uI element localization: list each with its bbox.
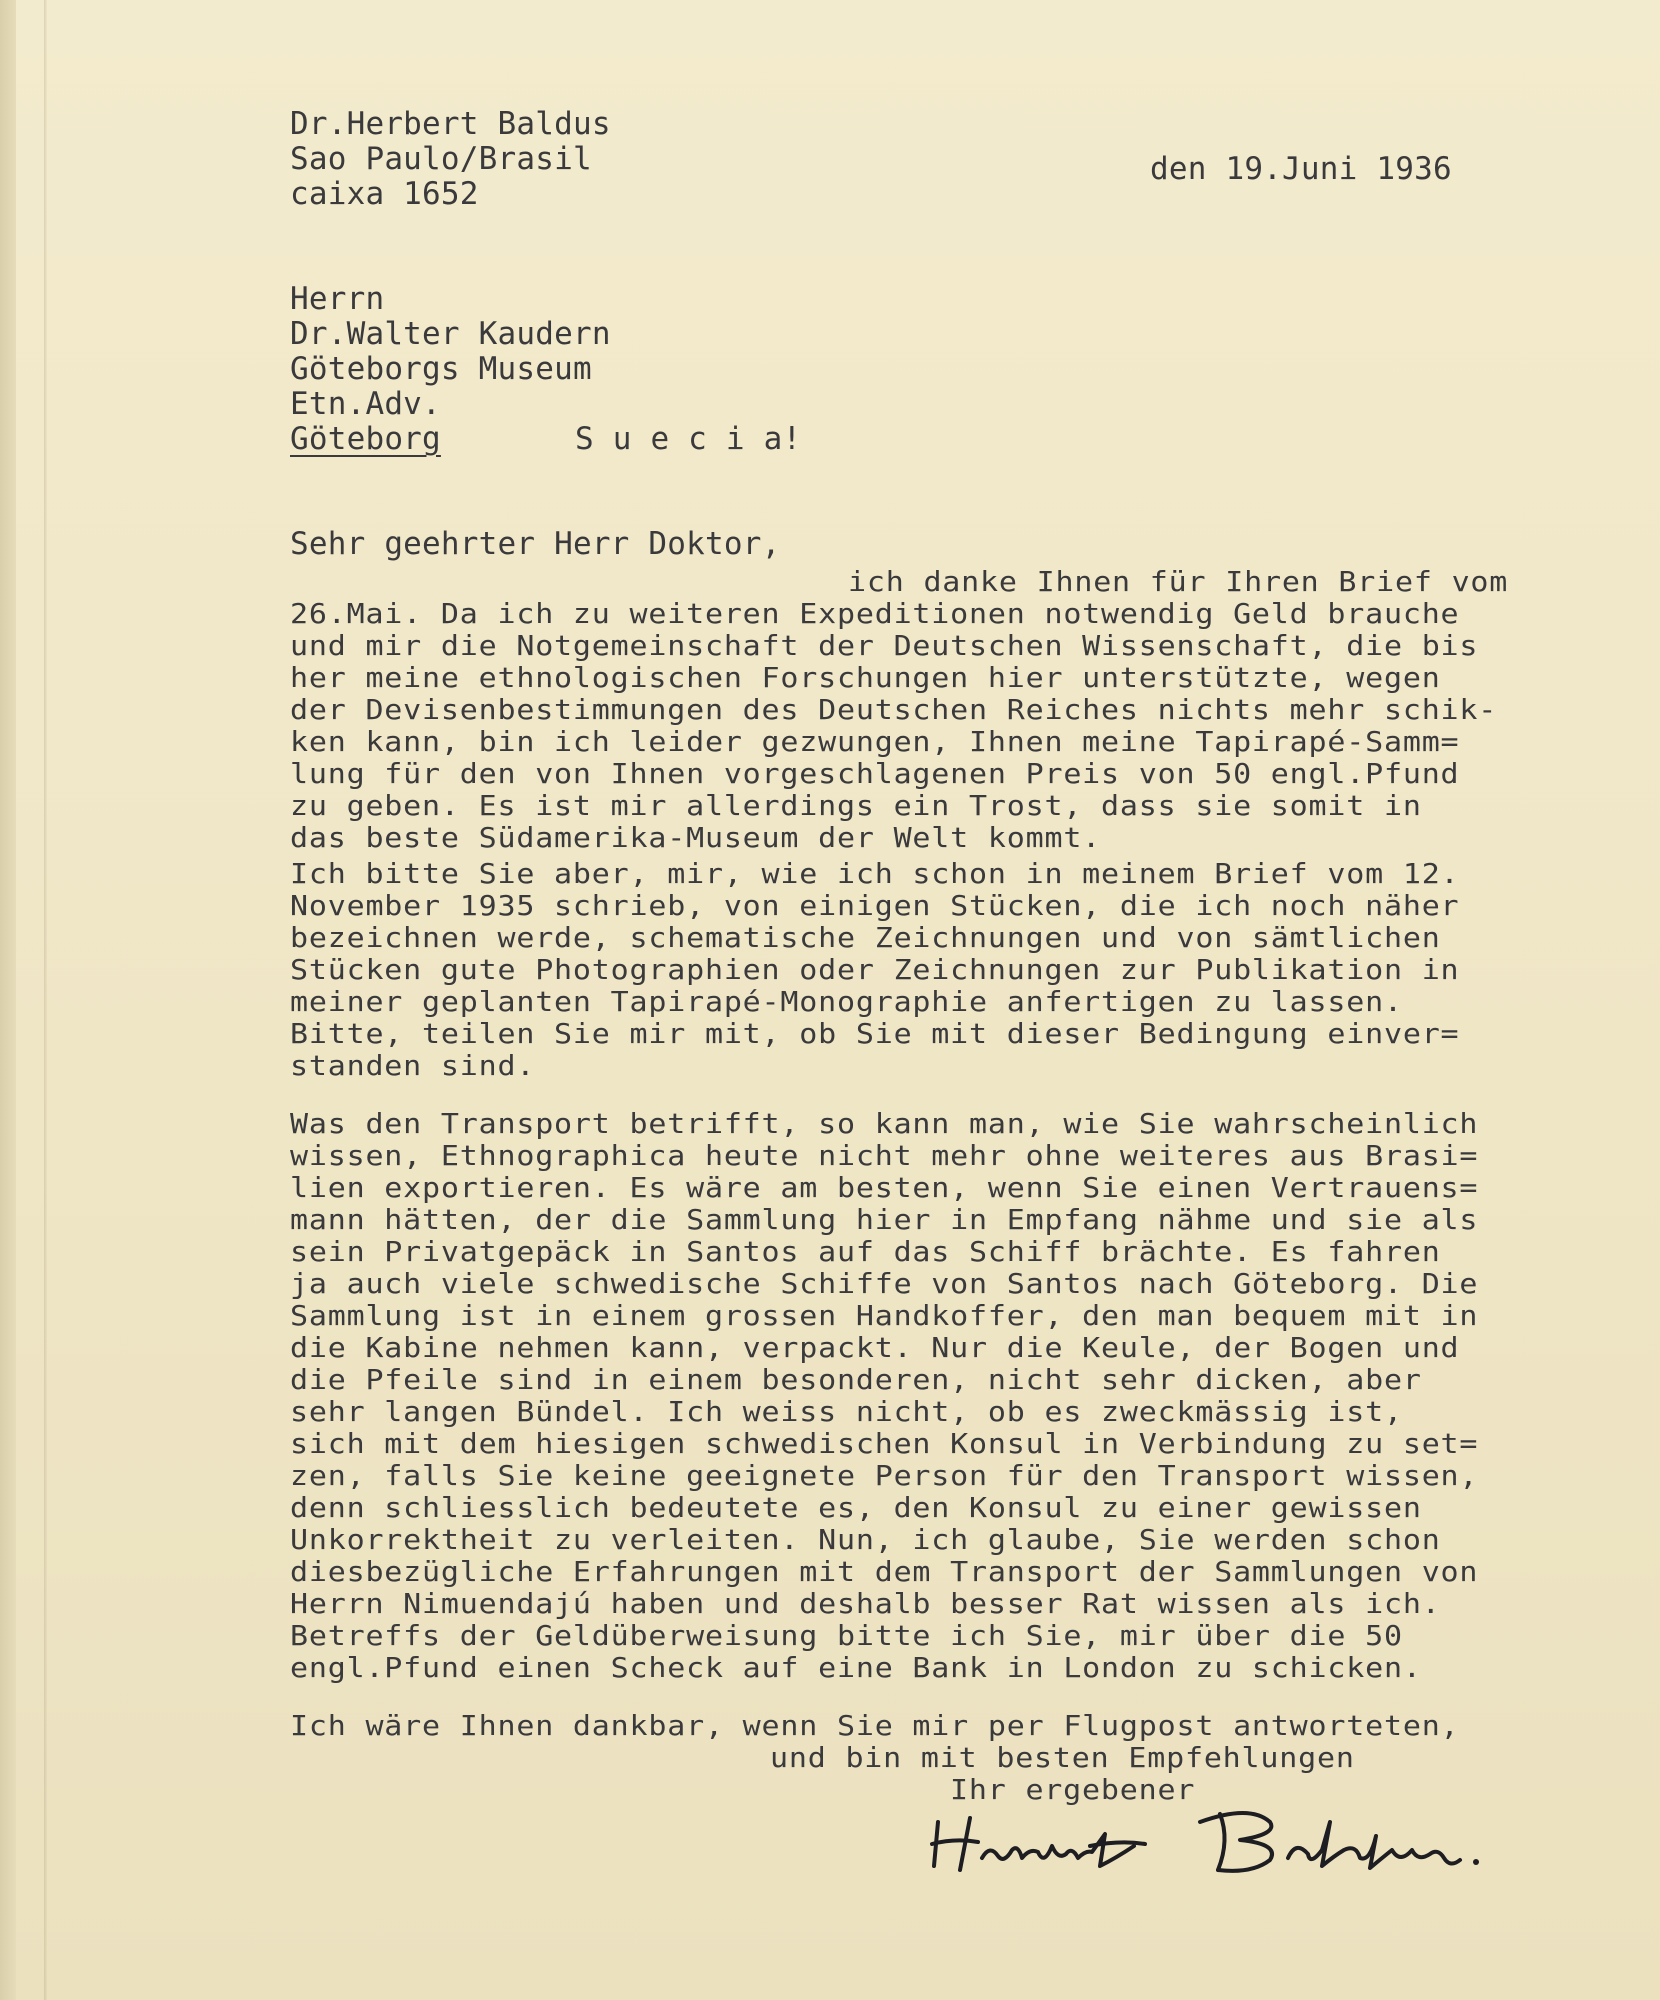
body-line: denn schliesslich bedeutete es, den Konsul zu einer gewissen bbox=[290, 1492, 1422, 1525]
closing-line: Ich wäre Ihnen dankbar, wenn Sie mir per Flugpost antworteten, bbox=[290, 1710, 1460, 1743]
closing-yours: Ihr ergebener bbox=[950, 1774, 1196, 1807]
body-line: die Kabine nehmen kann, verpackt. Nur die Keule, der Bogen und bbox=[290, 1332, 1460, 1365]
body-line: zu geben. Es ist mir allerdings ein Trost, dass sie somit in bbox=[290, 790, 1422, 823]
sender-name: Dr.Herbert Baldus bbox=[290, 106, 611, 142]
body-line: meiner geplanten Tapirapé-Monographie anfertigen zu lassen. bbox=[290, 986, 1403, 1019]
body-line: der Devisenbestimmungen des Deutschen Reiches nichts mehr schik- bbox=[290, 694, 1498, 727]
body-line: ja auch viele schwedische Schiffe von Santos nach Göteborg. Die bbox=[290, 1268, 1479, 1301]
body-line: Bitte, teilen Sie mir mit, ob Sie mit dieser Bedingung einver= bbox=[290, 1018, 1460, 1051]
body-line: Herrn Nimuendajú haben und deshalb besser Rat wissen als ich. bbox=[290, 1588, 1441, 1621]
body-line: 26.Mai. Da ich zu weiteren Expeditionen notwendig Geld brauche bbox=[290, 598, 1460, 631]
body-line: wissen, Ethnographica heute nicht mehr ohne weiteres aus Brasi= bbox=[290, 1140, 1479, 1173]
body-line: Stücken gute Photographien oder Zeichnungen zur Publikation in bbox=[290, 954, 1460, 987]
body-line: ich danke Ihnen für Ihren Brief vom bbox=[848, 566, 1509, 599]
body-line: die Pfeile sind in einem besonderen, nicht sehr dicken, aber bbox=[290, 1364, 1422, 1397]
body-line: lien exportieren. Es wäre am besten, wenn Sie einen Vertrauens= bbox=[290, 1172, 1479, 1205]
body-line: Unkorrektheit zu verleiten. Nun, ich glaube, Sie werden schon bbox=[290, 1524, 1441, 1557]
body-line: zen, falls Sie keine geeignete Person für den Transport wissen, bbox=[290, 1460, 1479, 1493]
body-line: sich mit dem hiesigen schwedischen Konsul in Verbindung zu set= bbox=[290, 1428, 1479, 1461]
recipient-department: Etn.Adv. bbox=[290, 386, 441, 422]
body-line: engl.Pfund einen Scheck auf eine Bank in London zu schicken. bbox=[290, 1652, 1422, 1685]
body-line: November 1935 schrieb, von einigen Stücken, die ich noch näher bbox=[290, 890, 1460, 923]
body-line: Ich bitte Sie aber, mir, wie ich schon in meinem Brief vom 12. bbox=[290, 858, 1460, 891]
body-line: Was den Transport betrifft, so kann man, wie Sie wahrscheinlich bbox=[290, 1108, 1479, 1141]
body-line: Betreffs der Geldüberweisung bitte ich Sie, mir über die 50 bbox=[290, 1620, 1403, 1653]
body-line: sehr langen Bündel. Ich weiss nicht, ob es zweckmässig ist, bbox=[290, 1396, 1403, 1429]
letter-greeting: Sehr geehrter Herr Doktor, bbox=[290, 526, 781, 562]
recipient-country: S u e c i a! bbox=[575, 421, 802, 457]
body-line: sein Privatgepäck in Santos auf das Schiff brächte. Es fahren bbox=[290, 1236, 1441, 1269]
body-line: mann hätten, der die Sammlung hier in Empfang nähme und sie als bbox=[290, 1204, 1479, 1237]
recipient-salutation: Herrn bbox=[290, 281, 385, 317]
body-line: her meine ethnologischen Forschungen hier unterstützte, wegen bbox=[290, 662, 1441, 695]
letter-date: den 19.Juni 1936 bbox=[1150, 151, 1452, 187]
body-line: und mir die Notgemeinschaft der Deutschen Wissenschaft, die bis bbox=[290, 630, 1479, 663]
recipient-city: Göteborg bbox=[290, 421, 441, 457]
body-line: lung für den von Ihnen vorgeschlagenen Preis von 50 engl.Pfund bbox=[290, 758, 1460, 791]
recipient-name: Dr.Walter Kaudern bbox=[290, 316, 611, 352]
body-line: das beste Südamerika-Museum der Welt kommt. bbox=[290, 822, 1102, 855]
handwritten-signature bbox=[930, 1800, 1550, 1880]
body-line: bezeichnen werde, schematische Zeichnungen und von sämtlichen bbox=[290, 922, 1441, 955]
body-line: standen sind. bbox=[290, 1050, 536, 1083]
recipient-institution: Göteborgs Museum bbox=[290, 351, 592, 387]
body-line: ken kann, bin ich leider gezwungen, Ihnen meine Tapirapé-Samm= bbox=[290, 726, 1460, 759]
body-line: diesbezügliche Erfahrungen mit dem Transport der Sammlungen von bbox=[290, 1556, 1479, 1589]
sender-city: Sao Paulo/Brasil bbox=[290, 141, 592, 177]
body-line: Sammlung ist in einem grossen Handkoffer, den man bequem mit in bbox=[290, 1300, 1479, 1333]
closing-regards: und bin mit besten Empfehlungen bbox=[770, 1742, 1355, 1775]
sender-box: caixa 1652 bbox=[290, 176, 479, 212]
